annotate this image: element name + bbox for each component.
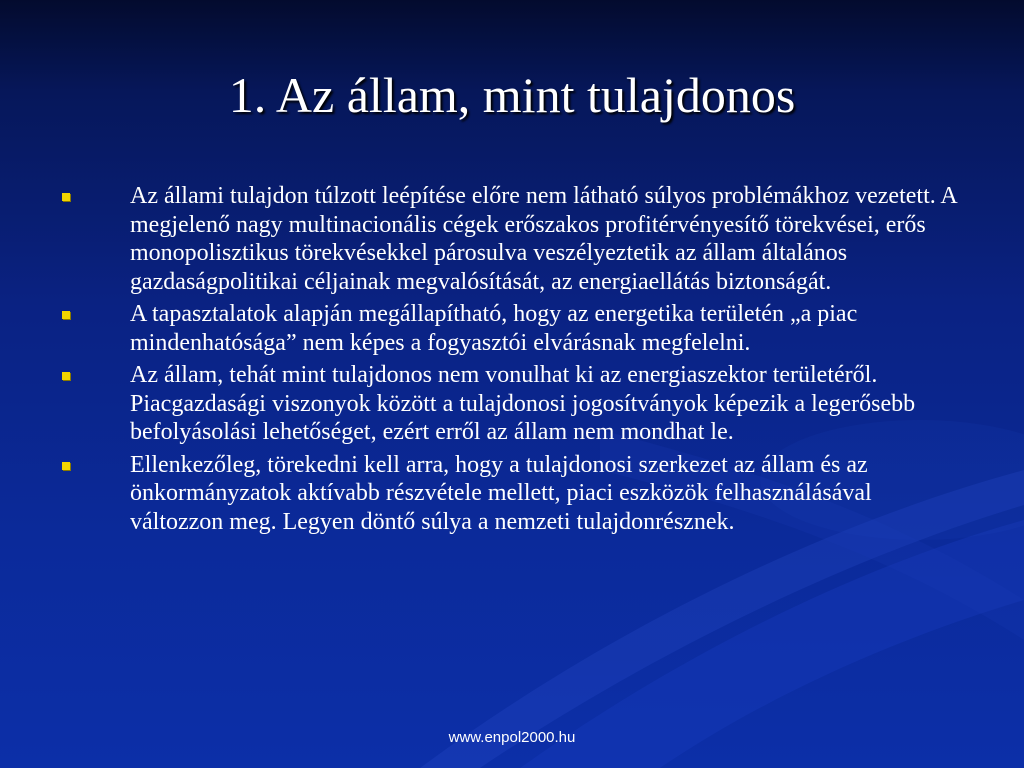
bullet-item-1	[58, 182, 968, 296]
footer-url: www.enpol2000.hu	[448, 729, 576, 746]
bullet-text: Az állam, tehát mint tulajdonos nem vonulhat ki az energiaszektor területéről. Piacgazdasági viszonyok között a tulajdonosi jogosítványok képezik a legerősebb befolyásolási lehetőséget, ezért erről az állam nem mondhat le.	[130, 362, 916, 445]
bullet-text: Az állami tulajdon túlzott leépítése előre nem látható súlyos problémákhoz vezetett. A megjelenő nagy multinacionális cégek erőszakos profitérvényesítő törekvései, erős monopolisztikus törekvésekkel párosulva veszélyeztetik az állam általános gazdaságpolitikai céljainak megvalósítását, az energiaellátás biztonságát.	[130, 183, 957, 295]
bullet-text: A tapasztalatok alapján megállapítható, hogy az energetika területén „a piac mindenhatósága” nem képes a fogyasztói elvárásnak megfelelni.	[130, 301, 858, 356]
bullet-item-2	[58, 300, 968, 357]
bullet-list	[58, 182, 968, 540]
square-bullet-icon	[62, 311, 70, 319]
square-bullet-icon	[62, 462, 70, 470]
slide-title: 1. Az állam, mint tulajdonos	[228, 67, 796, 123]
bullet-text: Ellenkezőleg, törekedni kell arra, hogy a tulajdonosi szerkezet az állam és az önkormányzatok aktívabb részvétele mellett, piaci eszközök felhasználásával változzon meg. Legyen döntő súlya a nemzeti tulajdonrésznek.	[130, 451, 872, 535]
bullet-item-3	[58, 361, 968, 447]
square-bullet-icon	[62, 372, 70, 380]
bullet-item-4	[58, 451, 968, 537]
square-bullet-icon	[62, 193, 70, 201]
